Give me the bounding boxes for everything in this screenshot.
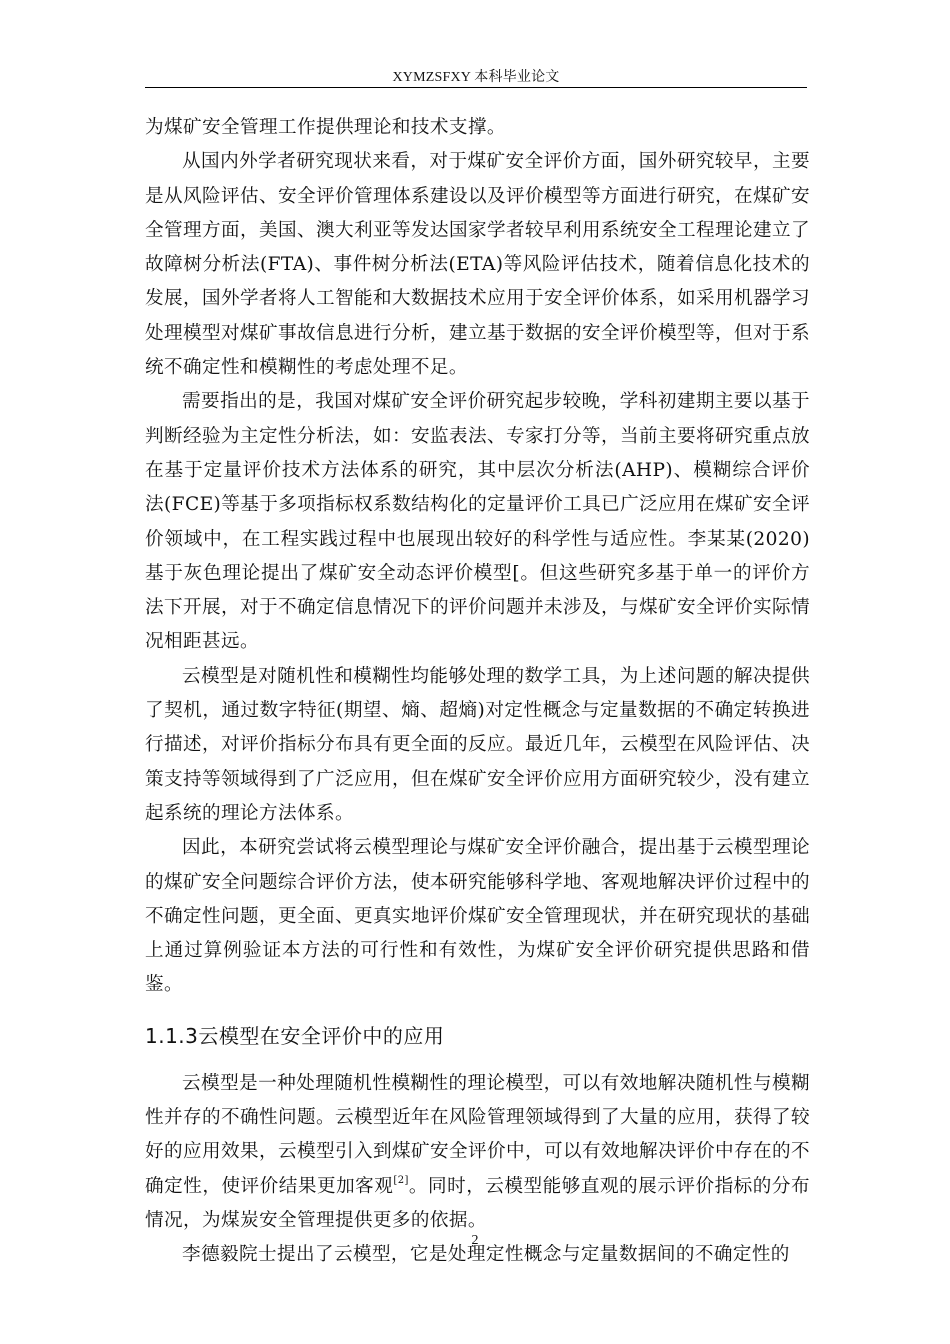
page-number: 2 — [471, 1233, 479, 1248]
paragraph-cloud-model-application — [145, 1067, 810, 1238]
body-text — [145, 111, 810, 1273]
paragraph-research-purpose: 因此，本研究尝试将云模型理论与煤矿安全评价融合，提出基于云模型理论的煤矿安全问题综合评价方法，使本研究能够科学地、客观地解决评价过程中的不确定性问题，更全面、更真实地评价煤矿安全管理现状，并在研究现状的基础上通过算例验证本方法的可行性和有效性，为煤矿安全评价研究提供思路和借鉴。 — [145, 837, 810, 996]
paragraph-li-deyi: 李德毅院士提出了云模型，它是处理定性概念与定量数据间的不确定性的 — [182, 1244, 790, 1266]
paragraph-text-before-ref: 云模型是一种处理随机性模糊性的理论模型，可以有效地解决随机性与模糊性并存的不确性问题。云模型近年在风险管理领域得到了大量的应用，获得了较好的应用效果，云模型引入到煤矿安全评价中，可以有效地解决评价中存在的不确定性，使评价结果更加客观 — [145, 1072, 810, 1197]
paragraph-continued: 为煤矿安全管理工作提供理论和技术支撑。 — [145, 117, 506, 138]
running-header: XYMZSFXY 本科毕业论文 — [392, 70, 560, 85]
paragraph-cloud-model-intro: 云模型是对随机性和模糊性均能够处理的数学工具，为上述问题的解决提供了契机，通过数字特征(期望、熵、超熵)对定性概念与定量数据的不确定转换进行描述，对评价指标分布具有更全面的反应。最近几年，云模型在风险评估、决策支持等领域得到了广泛应用，但在煤矿安全评价应用方面研究较少，没有建立起系统的理论方法体系。 — [145, 665, 810, 824]
section-heading: 1.1.3云模型在安全评价中的应用 — [145, 1023, 445, 1048]
header-divider — [145, 87, 807, 88]
citation-ref: [2] — [393, 1174, 409, 1186]
paragraph-domestic-research: 需要指出的是，我国对煤矿安全评价研究起步较晚，学科初建期主要以基于判断经验为主定性分析法，如：安监表法、专家打分等，当前主要将研究重点放在基于定量评价技术方法体系的研究，其中层次分析法(AHP)、模糊综合评价法(FCE)等基于多项指标权系数结构化的定量评价工具已广泛应用在煤矿安全评价领域中，在工程实践过程中也展现出较好的科学性与适应性。李某某(2020)基于灰色理论提出了煤矿安全动态评价模型[。但这些研究多基于单一的评价方法下开展，对于不确定信息情况下的评价问题并未涉及，与煤矿安全评价实际情况相距甚远。 — [145, 391, 811, 653]
paragraph-foreign-research: 从国内外学者研究现状来看，对于煤矿安全评价方面，国外研究较早，主要是从风险评估、安全评价管理体系建设以及评价模型等方面进行研究，在煤矿安全管理方面，美国、澳大利亚等发达国家学者较早利用系统安全工程理论建立了故障树分析法(FTA)、事件树分析法(ETA)等风险评估技术，随着信息化技术的发展，国外学者将人工智能和大数据技术应用于安全评价体系，如采用机器学习处理模型对煤矿事故信息进行分析，建立基于数据的安全评价模型等，但对于系统不确定性和模糊性的考虑处理不足。 — [145, 151, 810, 379]
paragraph-text-after-ref: 。同时，云模型能够直观的展示评价指标的分布情况，为煤炭安全管理提供更多的依据。 — [145, 1175, 810, 1231]
